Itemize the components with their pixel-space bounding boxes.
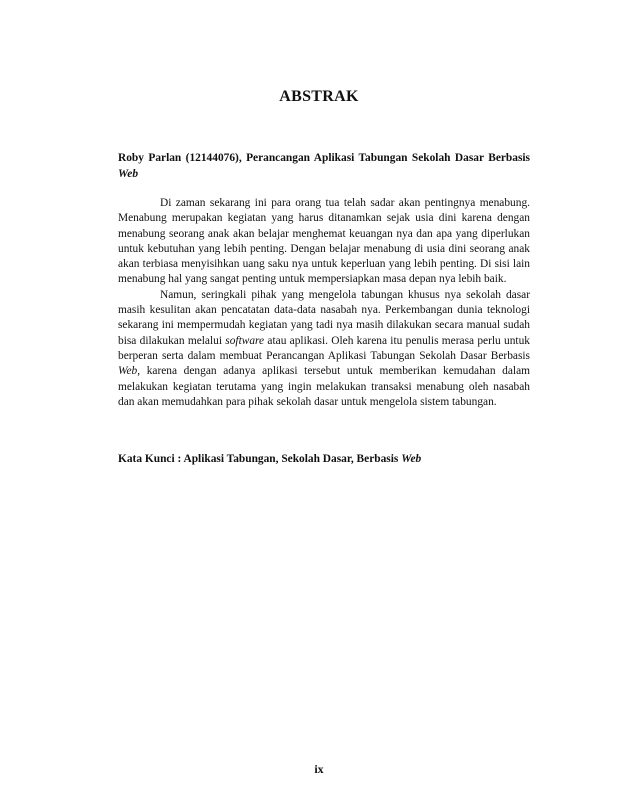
keywords-italic: Web — [401, 453, 422, 465]
paragraph-2-italic-2: Web — [118, 365, 138, 378]
keywords-text: Kata Kunci : Aplikasi Tabungan, Sekolah Dasar, Berbasis — [118, 453, 399, 465]
author-title-text: Roby Parlan (12144076), Perancangan Aplikasi Tabungan Sekolah Dasar Berbasis — [118, 152, 530, 164]
author-title-italic: Web — [118, 167, 139, 180]
abstract-body — [118, 196, 530, 410]
keywords-line — [118, 452, 538, 467]
page-title: ABSTRAK — [279, 88, 359, 105]
page-number: ix — [314, 762, 324, 776]
abstract-paragraph-1: Di zaman sekarang ini para orang tua telah sadar akan pentingnya menabung. Menabung merupakan kegiatan yang harus ditanamkan sejak usia dini karena dengan menabung seorang anak akan belajar menghemat keuangan nya dan apa yang diperlukan untuk kebutuhan yang lebih penting. Dengan belajar menabung di usia dini seorang anak akan terbiasa menyisihkan uang saku nya untuk keperluan yang lebih penting. Di sisi lain menabung hal yang sangat penting untuk mempersiapkan masa depan nya lebih baik. — [118, 197, 530, 286]
paragraph-2-part-3: , karena dengan adanya aplikasi tersebut untuk memberikan kemudahan dalam melakukan kegiatan terutama yang ingin melakukan transaksi menabung oleh nasabah dan akan memudahkan para pihak sekolah dasar untuk mengelola sistem tabungan. — [118, 365, 530, 408]
paragraph-2-italic-1: software — [225, 334, 265, 347]
paragraph-2-part-1: Namun, seringkali pihak yang mengelola tabungan khusus nya sekolah dasar masih kesulitan akan pencatatan data-data nasabah nya. Perkembangan dunia teknologi sekarang ini mempermudah kegiatan yang tadi nya masih dilakukan secara manual sudah bisa dilakukan melalui — [118, 288, 530, 347]
author-title-heading — [118, 151, 530, 182]
abstract-paragraph-2 — [118, 288, 530, 410]
paragraph-2-part-2: atau aplikasi. Oleh karena itu penulis merasa perlu untuk berperan serta dalam membuat Perancangan Aplikasi Tabungan Sekolah Dasar Berbasis — [118, 334, 530, 362]
